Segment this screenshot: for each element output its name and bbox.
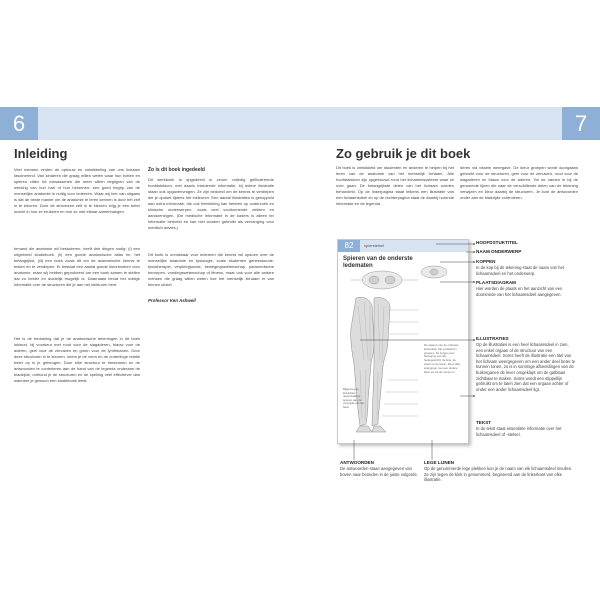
- page-header-band: [0, 107, 300, 140]
- page-number: 7: [562, 107, 600, 140]
- legend-description: Hier worden de plaats en het aanzicht van een doorsnede van het lichaamsdeel aangegeven.: [476, 286, 563, 297]
- example-plate: [337, 239, 469, 444]
- section-paragraph: Dit boek is onmisbaar voor iedereen die kennis wil opdoen over de menselijke anatomie en fysiologie, zoals studenten geneeskunde, fysiotherapie, verpleegkunde, bewegingswetenschap, paramedische beroepen, voedingswetenschap of fitness, maar ook voor alle andere mensen die graag willen weten hoe het menselijk lichaam er van binnen uitziet.: [148, 252, 274, 287]
- legend-heading: ILLUSTRATIES: [476, 336, 509, 341]
- plate-section-tag: spierstelsel: [364, 243, 385, 248]
- answers-description: De antwoorden staan aangegeven van boven naar beneden in de juiste volgorde.: [340, 466, 418, 477]
- legend-heading: NAAM ONDERWERP: [476, 249, 522, 254]
- legend-heading: PLAATSDIAGRAM: [476, 280, 516, 285]
- location-diagram: [350, 271, 418, 289]
- legend-heading: HOOFDSTUKTITEL: [476, 240, 518, 245]
- answers-label: [340, 460, 422, 477]
- plate-number: 82: [338, 240, 360, 252]
- plate-title: Spieren van de onderste ledematen: [343, 256, 413, 269]
- plate-side-caption: Bijgevoegde illustraties: oppervlakkige spieren aan de voorzijde van het been: [343, 387, 365, 409]
- legend-heading: KOPPEN: [476, 259, 496, 264]
- legend-item: [476, 336, 576, 392]
- section-heading: Zo is dit boek ingedeeld: [148, 167, 205, 173]
- blank-lines-description: Op de genummerde lege plekken kun je de naam van elk lichaamsdeel invullen. Ze zijn tegen de klok in genummerd, beginnend aan de linkerkant van elke illustratie.: [424, 466, 573, 483]
- page-number: 6: [0, 107, 38, 140]
- section-paragraph: Dit werkboek is opgedeeld in zeven volledig geïllustreerde hoofdstukken, met daarin inleidende informatie, bij iedere illustratie staan ook opgavenvragen. Ze zijn bedoeld om de kennis te verdiepen die je opdoet tijdens het inkleuren. Een aantal illustraties is gekoppeld aan extra informatie, die ook betrekking kan hebben op onderzoek en klinische onderwerpen, zoals veel voorkomende ziekten en aandoeningen. (De medische informatie in de kaders is alleen ter informatie bedoeld en kan niet worden gebruikt als vervanging voor medisch advies.): [148, 177, 274, 230]
- page-title: Inleiding: [14, 146, 68, 161]
- blank-lines-label: [424, 460, 574, 483]
- legend-item: [476, 249, 576, 255]
- page-title: Zo gebruik je dit boek: [336, 146, 471, 161]
- legend-item: [476, 420, 576, 437]
- legend-heading: TEKST: [476, 420, 492, 425]
- legend-item: [476, 259, 576, 276]
- legend-description: Op de illustraties is een heel lichaamsdeel in zien, een enkel orgaan of de structuur van een lichaamsdeel. Soms heeft de illustratie een titel van het lichaam weergegeven om een ander deel beter te kunnen tonen, zo is in sommige afbeeldingen van de buikorganen de lever omgeklapt om de galblaas zichtbaar te maken. Soms wordt een stippellijn gebruikt om te laten zien dat een orgaan achter of onder een ander lichaamsdeel ligt.: [476, 342, 576, 392]
- blank-lines-heading: LEGE LIJNEN: [424, 460, 455, 465]
- plate-caption: De spieren van de onderste ledematen zijn verdeeld in groepen. Ze zorgen voor beweging van het heupgewricht, de knie, de enkel en de tenen. Kleur elke spiergroep met een andere kleur en vul de namen in.: [424, 343, 461, 374]
- answers-heading: ANTWOORDEN: [340, 460, 374, 465]
- leg-anatomy-illustration: [338, 240, 468, 443]
- intro-paragraph: Iemand die anatomie wil bestuderen, heeft drie dingen nodig: (i) een uitgebreid studieboek, (ii) een goede anatomische atlas en, het belangrijkst, (iii) een boek zoals dit om de anatomische kennis te testen en te verdiepen. Er bestaat een aantal goede kleurboeken voor anatomie, maar wij hebben geprobeerd om een boek samen te stellen dat zo helder en duidelijk mogelijk is. Daarnaast bevat het nuttige informatie over de structuren die je aan het inkleuren bent.: [14, 246, 140, 287]
- legend-item: [476, 240, 576, 246]
- intro-paragraph: Het is de bedoeling dat je de anatomische tekeningen in dit boek inkleurt, bij voorkeur met rood voor de slagaderen, blauw voor de aderen, geel voor de zenuwen en groen voor de lymfebanen. Door deze structuren in te kleuren, neem je de vorm en de onderlinge relatie beter op in je geheugen. Door elke structuur te herkennen en de antwoorden te controleren aan de hand van de legenda onderaan de bladzijde, onthoud je de structuren en de spelling veel effectiever dan wanneer je gewoon een studieboek leest.: [14, 336, 140, 383]
- intro-paragraph: deren via vissele weergave. De kleur groepen wordt doorgaans gebruikt voor de structuren, geel voor de zenuwen, rood voor de slagaderen en blauw voor de aderen. Vul de namen in bij de genoemde lijnen die naar de verschillende delen van de tekening verwijzen en kleur daarbij de structuren. Je kunt de antwoorden onder aan de bladzijde controleren.: [460, 165, 578, 200]
- intro-paragraph: Dit boek is ontwikkeld om studenten en anderen te helpen bij het leren van de anatomie van het menselijk lichaam. Alle hoofdstukken zijn opgebouwd rond het lichaamssysteem waar ze over gaan. De belangrijkste delen van het lichaam worden behandeld. Op de linkerpagina staat telkens een illustratie van een lichaamsdeel en op de rechterpagina staat de daarbij horende informatie en de legenda.: [336, 165, 454, 206]
- legend-description: In de kop bij de tekening staat de naam van het lichaamsdeel en het onderwerp.: [476, 265, 564, 276]
- location-diagram-2: [421, 266, 447, 278]
- page-header-band: [300, 107, 562, 140]
- leg-illustration-front: [351, 297, 390, 432]
- author-signature: Professor Ken Ashwell: [148, 298, 196, 303]
- legend-description: In de tekst staat essentiële informatie over het lichaamsdeel of -stelsel.: [476, 426, 562, 437]
- intro-paragraph: Veel mensen vinden de opbouw en ontwikkeling van ons lichaam fascinerend. Van kinderen die graag willen weten waar hun botten en spieren zitten tot volwassenen die meer willen begrijpen van de werking van hun hart of hun hersenen: een goed begrip van de menselijke anatomie is nuttig voor iedereen. Waar wij hier van uitgaan is dat de beste manier om de anatomie te leren kennen is door het zelf in te kleuren. Door de structuren zelf in te kleuren krijg je een beter inzicht in hoe ze eruitzien en hoe ze met elkaar samenhangen.: [14, 167, 140, 214]
- legend-item: [476, 280, 576, 297]
